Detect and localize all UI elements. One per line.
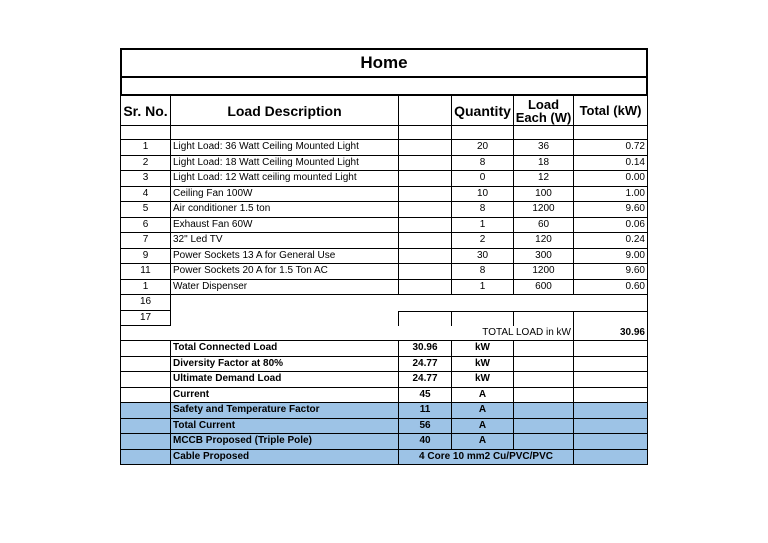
summary-blank-cell[interactable]: [514, 372, 574, 388]
row-sr-no[interactable]: 1: [120, 140, 171, 156]
row-sr-no[interactable]: 4: [120, 187, 171, 203]
row-load-description[interactable]: Light Load: 12 Watt ceiling mounted Light: [171, 171, 399, 187]
row-quantity[interactable]: 10: [452, 187, 514, 203]
summary-value[interactable]: 40: [399, 434, 452, 450]
summary-blank-cell[interactable]: [120, 372, 171, 388]
summary-blank-cell[interactable]: [574, 357, 648, 373]
load-row: [120, 249, 648, 265]
row-load-each[interactable]: 300: [514, 249, 574, 265]
blank-cell[interactable]: [171, 126, 399, 140]
load-row: [120, 311, 648, 327]
row-load-each[interactable]: 36: [514, 140, 574, 156]
row-load-description[interactable]: Light Load: 36 Watt Ceiling Mounted Light: [171, 140, 399, 156]
summary-blank-cell[interactable]: [120, 357, 171, 373]
row-quantity[interactable]: 2: [452, 233, 514, 249]
row-total-kw[interactable]: 0.06: [574, 218, 648, 234]
row-load-description[interactable]: [171, 311, 399, 327]
row-sr-no[interactable]: 2: [120, 156, 171, 172]
row-sr-no[interactable]: 16: [120, 295, 171, 311]
summary-label[interactable]: Current: [171, 388, 399, 404]
summary-label[interactable]: Ultimate Demand Load: [171, 372, 399, 388]
summary-label[interactable]: Total Connected Load: [171, 341, 399, 357]
load-row: [120, 156, 648, 172]
total-load-value[interactable]: 30.96: [574, 326, 648, 341]
row-total-kw[interactable]: 0.72: [574, 140, 648, 156]
row-total-kw[interactable]: 0.24: [574, 233, 648, 249]
row-load-description[interactable]: 32" Led TV: [171, 233, 399, 249]
row-load-description[interactable]: Light Load: 18 Watt Ceiling Mounted Light: [171, 156, 399, 172]
summary-label[interactable]: Total Current: [171, 419, 399, 435]
summary-row: [120, 341, 648, 357]
row-sr-no[interactable]: 1: [120, 280, 171, 296]
row-blank-cell[interactable]: [399, 311, 452, 327]
row-sr-no[interactable]: 11: [120, 264, 171, 280]
summary-row: [120, 388, 648, 404]
row-sr-no[interactable]: 9: [120, 249, 171, 265]
cable-blank-cell[interactable]: [120, 450, 171, 465]
summary-value[interactable]: 45: [399, 388, 452, 404]
row-quantity[interactable]: 20: [452, 140, 514, 156]
row-quantity[interactable]: 1: [452, 218, 514, 234]
summary-blank-cell[interactable]: [120, 388, 171, 404]
summary-blank-cell[interactable]: [120, 341, 171, 357]
row-total-kw[interactable]: 9.60: [574, 202, 648, 218]
load-row: [120, 218, 648, 234]
row-total-kw[interactable]: 0.14: [574, 156, 648, 172]
summary-row: [120, 419, 648, 435]
load-row: [120, 171, 648, 187]
row-blank-cell[interactable]: [399, 171, 452, 187]
summary-value[interactable]: 56: [399, 419, 452, 435]
load-row: [120, 280, 648, 296]
row-load-description[interactable]: Water Dispenser: [171, 280, 399, 296]
row-sr-no[interactable]: 7: [120, 233, 171, 249]
summary-blank-cell[interactable]: [574, 372, 648, 388]
row-load-each[interactable]: 60: [514, 218, 574, 234]
row-quantity[interactable]: 8: [452, 202, 514, 218]
row-quantity[interactable]: 30: [452, 249, 514, 265]
row-blank-cell[interactable]: [399, 295, 452, 311]
header-quantity[interactable]: Quantity: [452, 96, 514, 126]
row-load-each[interactable]: 100: [514, 187, 574, 203]
summary-unit[interactable]: A: [452, 403, 514, 419]
summary-blank-cell[interactable]: [514, 388, 574, 404]
row-load-description[interactable]: Power Sockets 13 A for General Use: [171, 249, 399, 265]
row-load-description[interactable]: Exhaust Fan 60W: [171, 218, 399, 234]
summary-blank-cell[interactable]: [574, 419, 648, 435]
row-blank-cell[interactable]: [399, 187, 452, 203]
row-quantity[interactable]: 8: [452, 264, 514, 280]
load-row: [120, 140, 648, 156]
cable-value[interactable]: 4 Core 10 mm2 Cu/PVC/PVC: [399, 450, 574, 465]
header-load-each[interactable]: Load Each (W): [514, 96, 574, 126]
total-load-label[interactable]: TOTAL LOAD in kW: [171, 326, 574, 341]
row-sr-no[interactable]: 6: [120, 218, 171, 234]
summary-row: [120, 372, 648, 388]
blank-cell[interactable]: [574, 126, 648, 140]
row-load-each[interactable]: 1200: [514, 264, 574, 280]
summary-value[interactable]: 30.96: [399, 341, 452, 357]
row-load-description[interactable]: Ceiling Fan 100W: [171, 187, 399, 203]
load-schedule-sheet: [120, 48, 648, 465]
header-sr-no[interactable]: Sr. No.: [120, 96, 171, 126]
summary-row: [120, 357, 648, 373]
row-quantity[interactable]: 8: [452, 156, 514, 172]
row-load-description[interactable]: Power Sockets 20 A for 1.5 Ton AC: [171, 264, 399, 280]
summary-blank-cell[interactable]: [574, 388, 648, 404]
summary-unit[interactable]: kW: [452, 341, 514, 357]
header-total[interactable]: Total (kW): [574, 96, 648, 126]
row-total-kw[interactable]: [574, 295, 648, 311]
row-sr-no[interactable]: 17: [120, 311, 171, 327]
summary-label[interactable]: MCCB Proposed (Triple Pole): [171, 434, 399, 450]
row-load-each[interactable]: 12: [514, 171, 574, 187]
summary-value[interactable]: 24.77: [399, 357, 452, 373]
summary-unit[interactable]: A: [452, 388, 514, 404]
row-blank-cell[interactable]: [399, 202, 452, 218]
summary-blank-cell[interactable]: [120, 434, 171, 450]
summary-blank-cell[interactable]: [574, 403, 648, 419]
summary-unit[interactable]: A: [452, 434, 514, 450]
row-load-each[interactable]: [514, 311, 574, 327]
row-quantity[interactable]: [452, 311, 514, 327]
total-load-row: [120, 326, 648, 341]
summary-blank-cell[interactable]: [514, 403, 574, 419]
row-load-description[interactable]: Air conditioner 1.5 ton: [171, 202, 399, 218]
summary-unit[interactable]: kW: [452, 357, 514, 373]
row-quantity[interactable]: 1: [452, 280, 514, 296]
summary-blank-cell[interactable]: [120, 403, 171, 419]
row-total-kw[interactable]: [574, 311, 648, 327]
header-blank-cell[interactable]: [399, 96, 452, 126]
row-quantity[interactable]: [452, 295, 514, 311]
summary-row: [120, 403, 648, 419]
row-load-each[interactable]: [514, 295, 574, 311]
sheet-title[interactable]: Home: [120, 48, 648, 78]
load-rows: [120, 140, 648, 326]
cable-label[interactable]: Cable Proposed: [171, 450, 399, 465]
summary-label[interactable]: Diversity Factor at 80%: [171, 357, 399, 373]
row-blank-cell[interactable]: [399, 218, 452, 234]
summary-unit[interactable]: A: [452, 419, 514, 435]
row-blank-cell[interactable]: [399, 249, 452, 265]
row-blank-cell[interactable]: [399, 280, 452, 296]
load-row: [120, 295, 648, 311]
cable-row: [120, 450, 648, 465]
load-row: [120, 264, 648, 280]
row-load-each[interactable]: 18: [514, 156, 574, 172]
total-row-blank[interactable]: [120, 326, 171, 341]
summary-unit[interactable]: kW: [452, 372, 514, 388]
row-total-kw[interactable]: 0.60: [574, 280, 648, 296]
load-row: [120, 202, 648, 218]
row-total-kw[interactable]: 9.60: [574, 264, 648, 280]
blank-cell[interactable]: [399, 126, 452, 140]
cable-blank-cell[interactable]: [574, 450, 648, 465]
blank-cell[interactable]: [514, 126, 574, 140]
load-row: [120, 187, 648, 203]
row-sr-no[interactable]: 3: [120, 171, 171, 187]
summary-label[interactable]: Safety and Temperature Factor: [171, 403, 399, 419]
header-row: [120, 96, 648, 126]
summary-blank-cell[interactable]: [514, 341, 574, 357]
summary-blank-cell[interactable]: [574, 434, 648, 450]
row-total-kw[interactable]: 0.00: [574, 171, 648, 187]
summary-value[interactable]: 24.77: [399, 372, 452, 388]
row-quantity[interactable]: 0: [452, 171, 514, 187]
spacer-row: [120, 78, 648, 96]
row-blank-cell[interactable]: [399, 233, 452, 249]
row-total-kw[interactable]: 9.00: [574, 249, 648, 265]
summary-value[interactable]: 11: [399, 403, 452, 419]
load-row: [120, 233, 648, 249]
row-blank-cell[interactable]: [399, 156, 452, 172]
summary-blank-cell[interactable]: [514, 419, 574, 435]
summary-rows: [120, 341, 648, 450]
row-load-each[interactable]: 600: [514, 280, 574, 296]
summary-blank-cell[interactable]: [514, 357, 574, 373]
row-total-kw[interactable]: 1.00: [574, 187, 648, 203]
row-load-description[interactable]: [171, 295, 399, 311]
blank-cell[interactable]: [452, 126, 514, 140]
summary-blank-cell[interactable]: [514, 434, 574, 450]
summary-row: [120, 434, 648, 450]
summary-blank-cell[interactable]: [574, 341, 648, 357]
row-sr-no[interactable]: 5: [120, 202, 171, 218]
blank-row: [120, 126, 648, 140]
blank-cell[interactable]: [120, 126, 171, 140]
summary-blank-cell[interactable]: [120, 419, 171, 435]
header-load-description[interactable]: Load Description: [171, 96, 399, 126]
row-blank-cell[interactable]: [399, 264, 452, 280]
row-load-each[interactable]: 1200: [514, 202, 574, 218]
row-load-each[interactable]: 120: [514, 233, 574, 249]
row-blank-cell[interactable]: [399, 140, 452, 156]
